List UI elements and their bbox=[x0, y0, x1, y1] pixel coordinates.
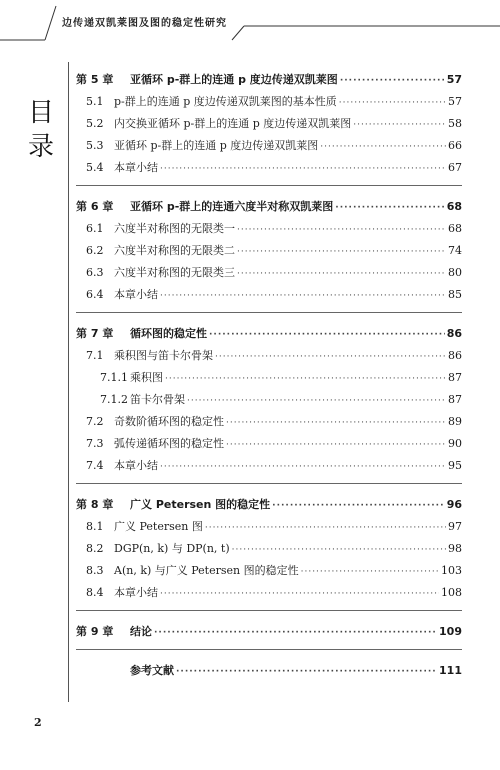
section-entry[interactable] bbox=[76, 562, 462, 584]
chapter-block bbox=[76, 198, 462, 313]
entry-page: 87 bbox=[448, 371, 462, 384]
dot-leader bbox=[187, 396, 446, 406]
entry-page: 57 bbox=[446, 73, 462, 86]
dot-leader bbox=[353, 120, 446, 130]
section-entry[interactable] bbox=[76, 286, 462, 308]
toc-side-title bbox=[28, 96, 55, 164]
entry-page: 109 bbox=[439, 625, 462, 638]
entry-number: 8.2 bbox=[86, 542, 104, 555]
entry-title: 本章小结 bbox=[114, 459, 158, 472]
section-entry[interactable] bbox=[76, 457, 462, 479]
entry-page: 58 bbox=[448, 117, 462, 130]
entry-title: DGP(n, k) 与 DP(n, t) bbox=[114, 542, 230, 555]
section-entry[interactable] bbox=[76, 242, 462, 264]
entry-number: 6.3 bbox=[86, 266, 104, 279]
dot-leader bbox=[176, 667, 437, 677]
chapter-entry[interactable] bbox=[76, 496, 462, 518]
dot-leader bbox=[165, 374, 446, 384]
page-number: 2 bbox=[34, 716, 42, 729]
chapter-block bbox=[76, 71, 462, 186]
entry-title: 乘积图与笛卡尔骨架 bbox=[114, 349, 213, 362]
entry-page: 80 bbox=[448, 266, 462, 279]
entry-page: 68 bbox=[446, 200, 462, 213]
section-entry[interactable] bbox=[76, 347, 462, 369]
subsection-entry[interactable] bbox=[76, 391, 462, 413]
entry-page: 90 bbox=[448, 437, 462, 450]
entry-title: 弧传递循环图的稳定性 bbox=[114, 437, 224, 450]
chapter-entry[interactable] bbox=[76, 71, 462, 93]
dot-leader bbox=[320, 142, 446, 152]
running-head: 边传递双凯莱图及图的稳定性研究 bbox=[62, 18, 227, 29]
entry-number: 7.4 bbox=[86, 459, 104, 472]
chapter-block bbox=[76, 662, 462, 688]
dot-leader bbox=[340, 76, 445, 86]
entry-page: 111 bbox=[439, 664, 462, 677]
entry-number: 5.2 bbox=[86, 117, 104, 130]
dot-leader bbox=[301, 567, 439, 577]
header-rule bbox=[0, 0, 500, 60]
entry-title: 六度半对称图的无限类一 bbox=[114, 222, 235, 235]
entry-number: 6.2 bbox=[86, 244, 104, 257]
entry-title: 参考文献 bbox=[130, 664, 174, 677]
dot-leader bbox=[339, 98, 446, 108]
entry-number: 7.1.2 bbox=[100, 393, 128, 406]
entry-page: 67 bbox=[448, 161, 462, 174]
entry-number: 第 5 章 bbox=[76, 73, 114, 86]
entry-number: 第 6 章 bbox=[76, 200, 114, 213]
entry-title: 奇数阶循环图的稳定性 bbox=[114, 415, 224, 428]
entry-title: 乘积图 bbox=[130, 371, 163, 384]
dot-leader bbox=[160, 164, 446, 174]
entry-title: 循环图的稳定性 bbox=[130, 327, 207, 340]
entry-number: 5.4 bbox=[86, 161, 104, 174]
dot-leader bbox=[205, 523, 446, 533]
entry-title: 广义 Petersen 图 bbox=[114, 520, 203, 533]
entry-page: 57 bbox=[448, 95, 462, 108]
entry-page: 96 bbox=[446, 498, 462, 511]
dot-leader bbox=[335, 203, 444, 213]
side-title-char: 录 bbox=[28, 132, 55, 162]
entry-number: 第 7 章 bbox=[76, 327, 114, 340]
section-entry[interactable] bbox=[76, 540, 462, 562]
vertical-rule bbox=[68, 62, 69, 702]
entry-title: 亚循环 p-群上的连通 p 度边传递双凯莱图 bbox=[114, 139, 319, 152]
dot-leader bbox=[272, 501, 445, 511]
entry-number: 7.1 bbox=[86, 349, 104, 362]
entry-number: 5.1 bbox=[86, 95, 104, 108]
section-entry[interactable] bbox=[76, 584, 462, 606]
dot-leader bbox=[160, 589, 439, 599]
entry-page: 87 bbox=[448, 393, 462, 406]
section-entry[interactable] bbox=[76, 93, 462, 115]
dot-leader bbox=[209, 330, 445, 340]
section-entry[interactable] bbox=[76, 159, 462, 181]
dot-leader bbox=[237, 247, 446, 257]
entry-page: 98 bbox=[448, 542, 462, 555]
chapter-entry[interactable] bbox=[76, 662, 462, 684]
table-of-contents bbox=[76, 71, 462, 700]
entry-page: 89 bbox=[448, 415, 462, 428]
entry-title: p-群上的连通 p 度边传递双凯莱图的基本性质 bbox=[114, 95, 337, 108]
entry-page: 68 bbox=[448, 222, 462, 235]
entry-number: 6.1 bbox=[86, 222, 104, 235]
entry-page: 86 bbox=[448, 349, 462, 362]
section-entry[interactable] bbox=[76, 518, 462, 540]
entry-title: A(n, k) 与广义 Petersen 图的稳定性 bbox=[114, 564, 299, 577]
entry-number: 7.2 bbox=[86, 415, 104, 428]
entry-page: 85 bbox=[448, 288, 462, 301]
chapter-entry[interactable] bbox=[76, 623, 462, 645]
entry-title: 笛卡尔骨架 bbox=[130, 393, 185, 406]
entry-number: 第 9 章 bbox=[76, 625, 114, 638]
entry-number: 5.3 bbox=[86, 139, 104, 152]
section-entry[interactable] bbox=[76, 435, 462, 457]
dot-leader bbox=[154, 628, 437, 638]
entry-title: 广义 Petersen 图的稳定性 bbox=[130, 498, 271, 511]
section-entry[interactable] bbox=[76, 413, 462, 435]
section-entry[interactable] bbox=[76, 264, 462, 286]
entry-title: 内交换亚循环 p-群上的连通 p 度边传递双凯莱图 bbox=[114, 117, 352, 130]
section-entry[interactable] bbox=[76, 220, 462, 242]
entry-page: 86 bbox=[446, 327, 462, 340]
dot-leader bbox=[215, 352, 446, 362]
dot-leader bbox=[226, 418, 446, 428]
entry-page: 103 bbox=[441, 564, 462, 577]
chapter-entry[interactable] bbox=[76, 198, 462, 220]
entry-page: 66 bbox=[448, 139, 462, 152]
entry-title: 本章小结 bbox=[114, 586, 158, 599]
entry-title: 结论 bbox=[130, 625, 152, 638]
dot-leader bbox=[237, 225, 446, 235]
side-title-char: 目 bbox=[28, 98, 55, 128]
entry-number: 8.4 bbox=[86, 586, 104, 599]
entry-page: 95 bbox=[448, 459, 462, 472]
chapter-block bbox=[76, 325, 462, 484]
dot-leader bbox=[160, 462, 446, 472]
entry-title: 六度半对称图的无限类三 bbox=[114, 266, 235, 279]
entry-number: 7.3 bbox=[86, 437, 104, 450]
entry-page: 108 bbox=[441, 586, 462, 599]
entry-page: 97 bbox=[448, 520, 462, 533]
entry-number: 8.1 bbox=[86, 520, 104, 533]
dot-leader bbox=[226, 440, 446, 450]
entry-number: 6.4 bbox=[86, 288, 104, 301]
dot-leader bbox=[237, 269, 446, 279]
entry-title: 本章小结 bbox=[114, 288, 158, 301]
chapter-entry[interactable] bbox=[76, 325, 462, 347]
entry-title: 亚循环 p-群上的连通六度半对称双凯莱图 bbox=[130, 200, 334, 213]
chapter-block bbox=[76, 623, 462, 650]
dot-leader bbox=[232, 545, 446, 555]
section-entry[interactable] bbox=[76, 115, 462, 137]
section-entry[interactable] bbox=[76, 137, 462, 159]
entry-number: 8.3 bbox=[86, 564, 104, 577]
entry-number: 7.1.1 bbox=[100, 371, 128, 384]
entry-page: 74 bbox=[448, 244, 462, 257]
subsection-entry[interactable] bbox=[76, 369, 462, 391]
entry-title: 六度半对称图的无限类二 bbox=[114, 244, 235, 257]
entry-number: 第 8 章 bbox=[76, 498, 114, 511]
entry-title: 本章小结 bbox=[114, 161, 158, 174]
chapter-block bbox=[76, 496, 462, 611]
entry-title: 亚循环 p-群上的连通 p 度边传递双凯莱图 bbox=[130, 73, 338, 86]
dot-leader bbox=[160, 291, 446, 301]
